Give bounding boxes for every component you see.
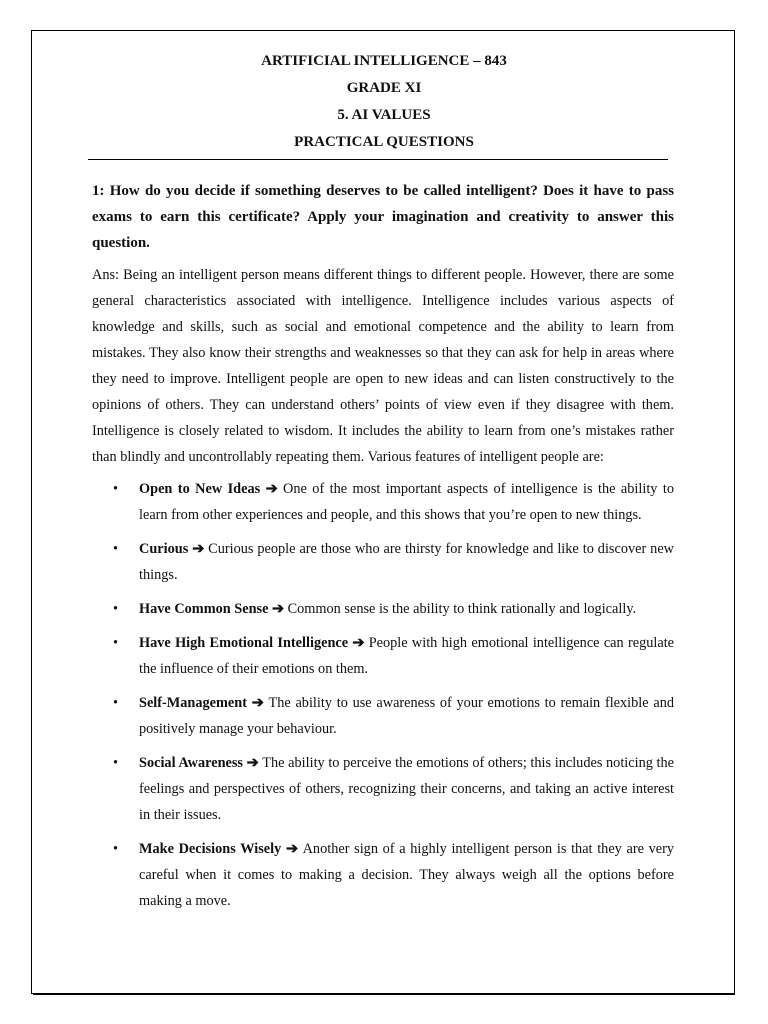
answer-text: Ans: Being an intelligent person means different things to different people. However, there are some general characteristics associated with intelligence. Intelligence includes various aspects of knowledge and skills, such as social and emotional competence and the ability to learn from mistakes. They also know their strengths and weaknesses so that they can ask for help in areas where they need to improve. Intelligent people are open to new ideas and can listen constructively to the opinions of others. They can understand others’ points of view even if they disagree with them. Intelligence is closely related to wisdom. It includes the ability to learn from one’s mistakes rather than blindly and uncontrollably repeating them. Various features of intelligent people are: <box>92 267 674 465</box>
list-item <box>92 690 674 742</box>
feature-description: The ability to perceive the emotions of others; this includes noticing the feelings and perspectives of others, recognizing their concerns, and taking an active interest in their issues. <box>139 755 674 823</box>
bullet-icon: • <box>113 755 119 771</box>
list-item <box>92 536 674 588</box>
arrow-icon: ➔ <box>265 481 284 497</box>
feature-term: Social Awareness <box>139 755 243 771</box>
feature-term: Have Common Sense <box>139 601 269 617</box>
feature-term: Curious <box>139 541 189 557</box>
feature-term: Make Decisions Wisely <box>139 841 282 857</box>
arrow-icon: ➔ <box>251 695 269 711</box>
feature-description: Another sign of a highly intelligent person is that they are very careful when it comes to making a decision. They always weigh all the options before making a move. <box>139 841 675 909</box>
list-item <box>92 630 674 682</box>
question-text: 1: How do you decide if something deserves to be called intelligent? Does it have to pass exams to earn this certificate? Apply your imagination and creativity to answer this question. <box>92 183 674 251</box>
bullet-icon: • <box>113 481 119 497</box>
arrow-icon: ➔ <box>246 755 263 771</box>
list-item <box>92 476 674 528</box>
bullet-icon: • <box>113 635 119 651</box>
feature-term: Self-Management <box>139 695 247 711</box>
bullet-icon: • <box>113 601 119 617</box>
feature-description: The ability to use awareness of your emotions to remain flexible and positively manage your behaviour. <box>139 695 675 737</box>
grade-title: GRADE XI <box>346 80 422 96</box>
feature-description: People with high emotional intelligence can regulate the influence of their emotions on them. <box>139 635 675 677</box>
arrow-icon: ➔ <box>272 601 288 617</box>
feature-term: Have High Emotional Intelligence <box>139 635 349 651</box>
bullet-icon: • <box>113 841 119 857</box>
feature-description: Common sense is the ability to think rationally and logically. <box>287 601 637 617</box>
list-item <box>92 750 674 828</box>
header-divider <box>88 159 668 160</box>
list-item <box>92 596 674 622</box>
feature-description: Curious people are those who are thirsty for knowledge and like to discover new things. <box>139 541 674 583</box>
document-body <box>92 178 674 922</box>
bullet-icon: • <box>113 541 119 557</box>
arrow-icon: ➔ <box>352 635 369 651</box>
feature-description: One of the most important aspects of intelligence is the ability to learn from other experiences and people, and this shows that you’re open to new things. <box>139 481 674 523</box>
arrow-icon: ➔ <box>192 541 209 557</box>
feature-term: Open to New Ideas <box>139 481 261 497</box>
bullet-icon: • <box>113 695 119 711</box>
section-title: PRACTICAL QUESTIONS <box>294 134 474 150</box>
arrow-icon: ➔ <box>285 841 303 857</box>
chapter-title: 5. AI VALUES <box>337 107 431 123</box>
list-item <box>92 836 674 914</box>
document-header <box>0 48 768 156</box>
subject-title: ARTIFICIAL INTELLIGENCE – 843 <box>261 53 507 69</box>
features-list <box>92 476 674 914</box>
